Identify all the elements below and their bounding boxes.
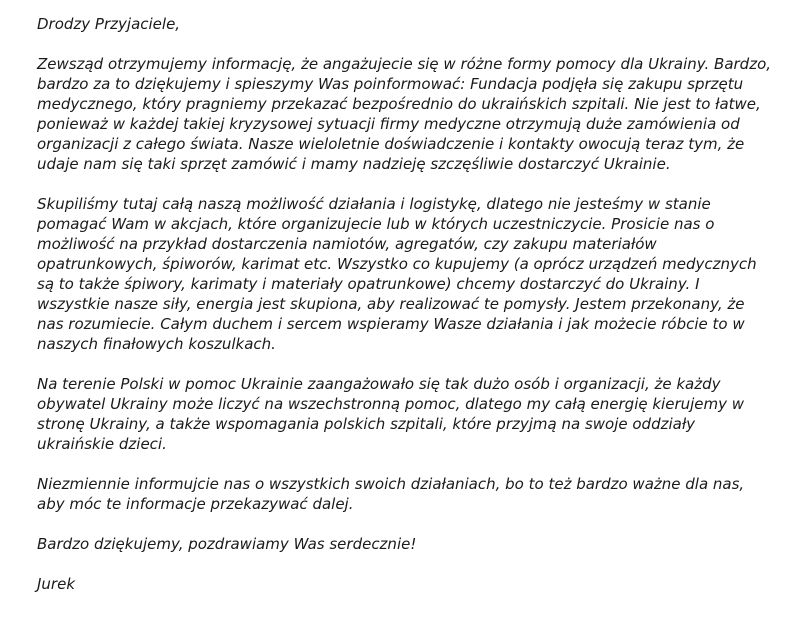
- paragraph-3: [37, 374, 782, 454]
- paragraph-line: wszystkie nasze siły, energia jest skupiona, aby realizować te pomysły. Jestem przekonany, że: [37, 295, 745, 313]
- paragraph-1: [37, 54, 782, 174]
- paragraph-line: medycznego, który pragniemy przekazać bezpośrednio do ukraińskich szpitali. Nie jest to łatwe,: [37, 95, 761, 113]
- paragraph-line: Na terenie Polski w pomoc Ukrainie zaangażowało się tak dużo osób i organizacji, że każdy: [37, 375, 721, 393]
- paragraph-line: Skupiliśmy tutaj całą naszą możliwość działania i logistykę, dlatego nie jesteśmy w stanie: [37, 195, 711, 213]
- paragraph-line: opatrunkowych, śpiworów, karimat etc. Wszystko co kupujemy (a oprócz urządzeń medycznych: [37, 255, 757, 273]
- paragraph-line: są to także śpiwory, karimaty i materiały opatrunkowe) chcemy dostarczyć do Ukrainy. I: [37, 275, 700, 293]
- letter-greeting: Drodzy Przyjaciele,: [37, 15, 181, 33]
- paragraph-line: możliwość na przykład dostarczenia namiotów, agregatów, czy zakupu materiałów: [37, 235, 657, 253]
- letter-signature: Jurek: [37, 575, 76, 593]
- paragraph-line: ponieważ w każdej takiej kryzysowej sytuacji firmy medyczne otrzymują duże zamówienia od: [37, 115, 740, 133]
- paragraph-4: [37, 474, 782, 514]
- paragraph-line: Zewsząd otrzymujemy informację, że angażujecie się w różne formy pomocy dla Ukrainy. Bardzo,: [37, 55, 772, 73]
- paragraph-line: aby móc te informacje przekazywać dalej.: [37, 495, 354, 513]
- paragraph-line: ukraińskie dzieci.: [37, 435, 167, 453]
- paragraph-2: [37, 194, 782, 354]
- paragraph-line: pomagać Wam w akcjach, które organizujecie lub w których uczestniczycie. Prosicie nas o: [37, 215, 715, 233]
- paragraph-line: naszych finałowych koszulkach.: [37, 335, 276, 353]
- paragraph-line: nas rozumiecie. Całym duchem i sercem wspieramy Wasze działania i jak możecie róbcie to w: [37, 315, 745, 333]
- paragraph-line: organizacji z całego świata. Nasze wieloletnie doświadczenie i kontakty owocują teraz tym, że: [37, 135, 745, 153]
- paragraph-line: obywatel Ukrainy może liczyć na wszechstronną pomoc, dlatego my całą energię kierujemy w: [37, 395, 745, 413]
- letter-closing: Bardzo dziękujemy, pozdrawiamy Was serdecznie!: [37, 535, 417, 553]
- letter-body: [37, 14, 782, 594]
- paragraph-line: udaje nam się taki sprzęt zamówić i mamy nadzieję szczęśliwie dostarczyć Ukrainie.: [37, 155, 671, 173]
- paragraph-line: bardzo za to dziękujemy i spieszymy Was poinformować: Fundacja podjęła się zakupu sprzętu: [37, 75, 744, 93]
- paragraph-line: stronę Ukrainy, a także wspomagania polskich szpitali, które przyjmą na swoje oddziały: [37, 415, 696, 433]
- paragraph-line: Niezmiennie informujcie nas o wszystkich swoich działaniach, bo to też bardzo ważne dla nas,: [37, 475, 745, 493]
